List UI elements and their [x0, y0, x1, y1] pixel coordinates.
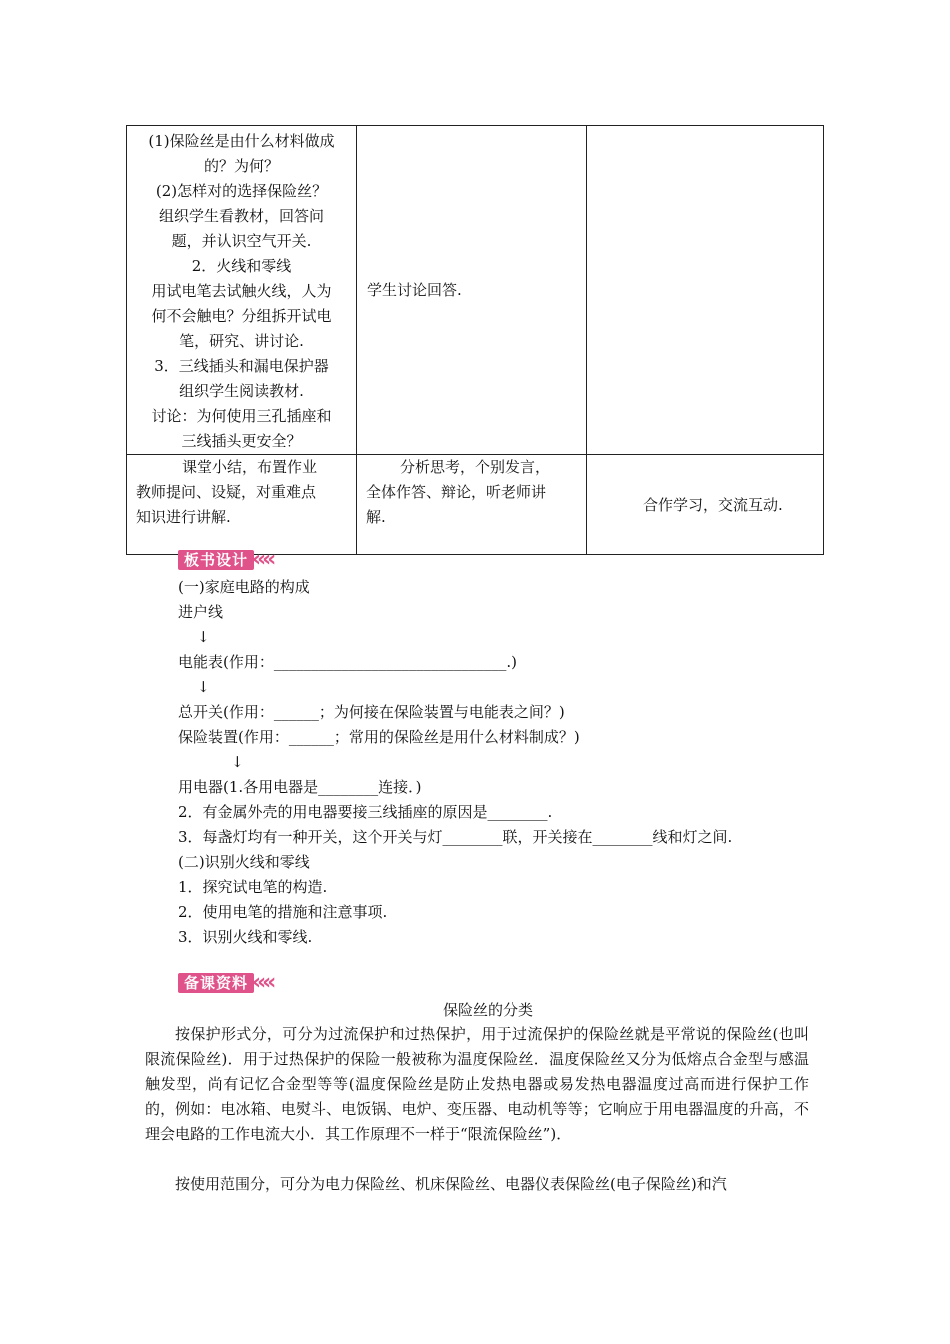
- board-line: 1．探究试电笔的构造.: [178, 878, 328, 896]
- table-row: [127, 455, 824, 555]
- cell-line: 教师提问、设疑，对重难点: [136, 483, 317, 501]
- board-line: 电能表(作用：_______________________________.): [178, 653, 517, 671]
- badge-label: 备课资料: [178, 973, 254, 993]
- cell-line: 3．三线插头和漏电保护器: [154, 357, 329, 375]
- cell-line: 2．火线和零线: [191, 257, 292, 275]
- cell-line: 三线插头更安全？: [181, 432, 302, 450]
- badge-label: 板书设计: [178, 550, 254, 570]
- down-arrow-icon: ↓: [197, 678, 210, 696]
- student-activity-cell: [357, 455, 587, 555]
- cell-line: 何不会触电？分组拆开试电: [151, 307, 332, 325]
- cell-line: 题，并认识空气开关.: [171, 232, 312, 250]
- board-line: 总开关(作用：______；为何接在保险装置与电能表之间？): [178, 703, 565, 721]
- board-design-badge: [178, 547, 273, 572]
- board-line: 3．识别火线和零线.: [178, 928, 313, 946]
- board-line: 2．使用电笔的措施和注意事项.: [178, 903, 388, 921]
- table-row: [127, 126, 824, 455]
- prep-materials-badge: [178, 970, 273, 995]
- cell-line: 讨论：为何使用三孔插座和: [151, 407, 332, 425]
- article-title: 保险丝的分类: [443, 1001, 534, 1019]
- student-activity-cell: [357, 126, 587, 455]
- teacher-activity-cell: [127, 126, 357, 455]
- cell-line: 组织学生看教材，回答问: [158, 207, 324, 225]
- design-intent-cell: [587, 126, 824, 455]
- paragraph: 按保护形式分，可分为过流保护和过热保护，用于过流保护的保险丝就是平常说的保险丝(也叫限流保险丝)．用于过热保护的保险一般被称为温度保险丝．温度保险丝又分为低熔点合金型与感温触发型，尚有记忆合金型等等(温度保险丝是防止发热电器或易发热电器温度过高而进行保护工作的，例如：电冰箱、电熨斗、电饭锅、电炉、变压器、电动机等等；它响应于用电器温度的升高，不理会电路的工作电流大小．其工作原理不一样于“限流保险丝”)．: [145, 1025, 809, 1143]
- cell-line: (2)怎样对的选择保险丝？: [155, 182, 328, 200]
- board-line: 用电器(1.各用电器是________连接．): [178, 778, 422, 796]
- cell-line: 组织学生阅读教材.: [179, 382, 304, 400]
- board-line: (一)家庭电路的构成: [178, 578, 310, 596]
- cell-line: 用试电笔去试触火线，人为: [151, 282, 332, 300]
- chevrons-icon: ‹‹‹‹: [252, 970, 273, 995]
- paragraph: 按使用范围分，可分为电力保险丝、机床保险丝、电器仪表保险丝(电子保险丝)和汽: [175, 1175, 727, 1193]
- board-line: 2．有金属外壳的用电器要接三线插座的原因是________.: [178, 803, 553, 821]
- board-line: 进户线: [178, 603, 224, 621]
- board-line: 3．每盏灯均有一种开关，这个开关与灯________联，开关接在________线和灯之间.: [178, 828, 733, 846]
- teacher-activity-cell: [127, 455, 357, 555]
- cell-line: 课堂小结，布置作业: [182, 458, 318, 476]
- cell-line: 全体作答、辩论，听老师讲: [366, 483, 547, 501]
- cell-line: (1)保险丝是由什么材料做成: [148, 132, 335, 150]
- cell-line: 学生讨论回答.: [367, 280, 462, 299]
- board-line: (二)识别火线和零线: [178, 853, 310, 871]
- cell-line: 分析思考，个别发言，: [400, 458, 551, 476]
- chevrons-icon: ‹‹‹‹: [252, 547, 273, 572]
- board-line: 保险装置(作用：______；常用的保险丝是用什么材料制成？): [178, 728, 580, 746]
- lesson-table: [126, 125, 824, 555]
- cell-line: 知识进行讲解.: [136, 508, 231, 526]
- cell-line: 笔，研究、讲讨论.: [179, 332, 304, 350]
- design-intent-cell: [587, 455, 824, 555]
- down-arrow-icon: ↓: [197, 628, 210, 646]
- cell-line: 解.: [366, 508, 386, 526]
- cell-line: 的？为何？: [203, 157, 279, 175]
- down-arrow-icon: ↓: [231, 753, 244, 771]
- cell-line: 合作学习，交流互动.: [643, 496, 783, 514]
